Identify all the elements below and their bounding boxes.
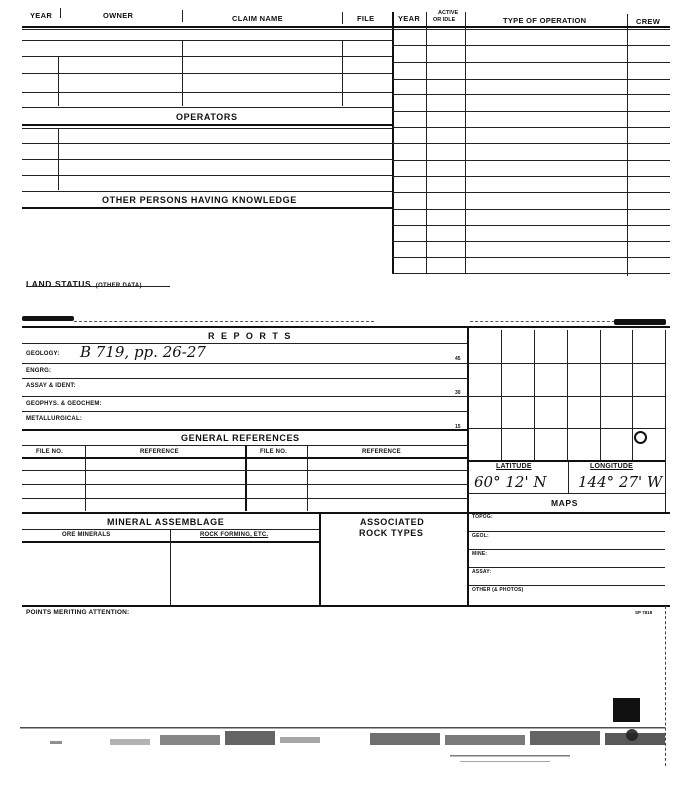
latitude-label: LATITUDE [496,463,532,470]
other-persons-title: OTHER PERSONS HAVING KNOWLEDGE [102,195,297,205]
scan-noise-band [20,725,665,765]
geology-label: GEOLOGY: [26,351,60,357]
operators-title: OPERATORS [176,112,238,122]
geology-value: B 719, pp. 26-27 [80,343,206,361]
form-code: SP 7818 [635,610,653,615]
assay-ident-label: ASSAY & IDENT: [26,383,76,389]
header-owner: OWNER [103,11,134,20]
scan-black-square [613,698,640,722]
metallurgical-num: 15 [455,424,461,430]
engrg-label: ENGRG: [26,368,52,374]
general-references-title: GENERAL REFERENCES [181,433,300,443]
land-status-label: LAND STATUS (OTHER DATA) [26,279,142,289]
geophys-label: GEOPHYS. & GEOCHEM: [26,401,102,407]
scan-smudge-left [22,316,74,321]
mineral-assemblage-title: MINERAL ASSEMBLAGE [107,517,225,527]
file-no-header-2: FILE NO. [260,449,287,455]
metallurgical-label: METALLURGICAL: [26,416,83,422]
header-file: FILE [357,14,375,23]
geology-num: 45 [455,356,461,362]
longitude-label: LONGITUDE [590,463,634,470]
assay-num: 30 [455,390,461,396]
rock-forming-header: ROCK FORMING, ETC. [200,532,269,538]
rock-types-label: ROCK TYPES [359,528,424,538]
reference-header-2: REFERENCE [362,449,401,455]
points-meriting-label: POINTS MERITING ATTENTION: [26,609,130,616]
header-or-idle: OR IDLE [433,17,456,23]
maps-other: OTHER (& PHOTOS) [472,587,524,593]
associated-label: ASSOCIATED [360,517,425,527]
location-target-icon [634,431,647,444]
header-type-of-operation: TYPE OF OPERATION [503,16,587,25]
latitude-value: 60° 12' N [474,473,547,491]
header-year-2: YEAR [398,14,421,23]
maps-assay: ASSAY: [472,569,492,575]
maps-topog: TOPOG: [472,514,493,520]
header-crew: CREW [636,17,661,26]
file-no-header-1: FILE NO. [36,449,63,455]
maps-mine: MINE: [472,551,488,557]
scan-smudge-right [614,319,666,325]
reports-title: R E P O R T S [208,331,293,341]
header-active: ACTIVE [438,10,459,16]
header-claim-name: CLAIM NAME [232,14,283,23]
maps-title: MAPS [551,498,578,508]
ore-minerals-header: ORE MINERALS [62,532,111,538]
maps-geol: GEOL: [472,533,489,539]
longitude-value: 144° 27' W [578,473,663,491]
reference-header-1: REFERENCE [140,449,179,455]
header-year: YEAR [30,11,53,20]
